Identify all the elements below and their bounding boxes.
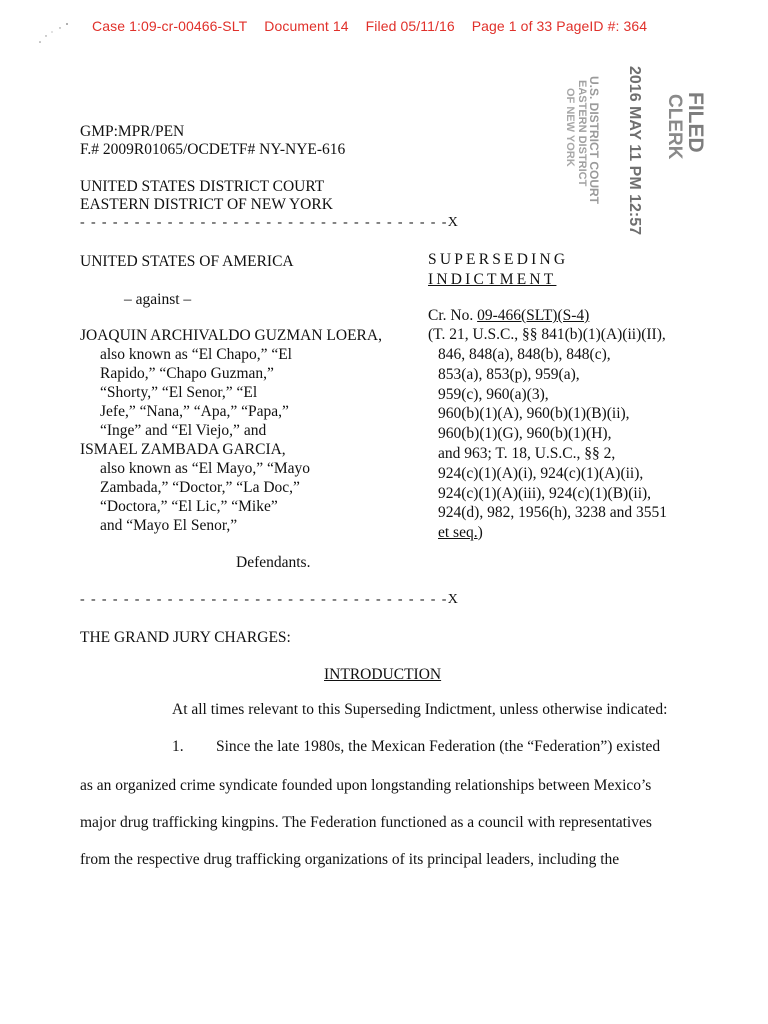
defendant-line: Jefe,” “Nana,” “Apa,” “Papa,”: [100, 403, 289, 420]
file-number: F.# 2009R01065/OCDETF# NY-NYE-616: [80, 141, 346, 158]
paragraph-line: as an organized crime syndicate founded upon longstanding relationships between Mexico’s: [80, 777, 652, 794]
statute-line: 960(b)(1)(G), 960(b)(1)(H),: [438, 425, 612, 442]
statute-line: 960(b)(1)(A), 960(b)(1)(B)(ii),: [438, 405, 630, 422]
statute-line: and 963; T. 18, U.S.C., §§ 2,: [438, 445, 616, 462]
scan-specks: [36, 20, 76, 48]
defendant-line: and “Mayo El Senor,”: [100, 517, 238, 534]
defendant-line: “Inge” and “El Viejo,” and: [100, 422, 267, 439]
plaintiff: UNITED STATES OF AMERICA: [80, 253, 294, 270]
attorney-initials: GMP:MPR/PEN: [80, 123, 185, 140]
defendant-line: “Doctora,” “El Lic,” “Mike”: [100, 498, 278, 515]
document-number: Document 14: [264, 18, 349, 34]
statute-etseq: [428, 523, 483, 543]
statute-line: 924(c)(1)(A)(iii), 924(c)(1)(B)(ii),: [438, 485, 652, 502]
stamp-filed: FILED: [684, 92, 707, 153]
defendant-line: Zambada,” “Doctor,” “La Doc,”: [100, 479, 300, 496]
statute-line: 853(a), 853(p), 959(a),: [438, 366, 580, 383]
caption-rule-bottom: - - - - - - - - - - - - - - - - - - - - - - - - - - - - - - - - - -X: [80, 592, 460, 607]
statute-line: (T. 21, U.S.C., §§ 841(b)(1)(A)(ii)(II),: [428, 326, 666, 343]
ecf-header: [92, 18, 712, 34]
intro-sentence: At all times relevant to this Superseding Indictment, unless otherwise indicated:: [172, 701, 668, 718]
title-superseding: SUPERSEDING: [428, 251, 569, 268]
court-district: EASTERN DISTRICT OF NEW YORK: [80, 196, 333, 213]
court-name: UNITED STATES DISTRICT COURT: [80, 178, 325, 195]
against-label: – against –: [124, 291, 192, 308]
criminal-number: [428, 306, 589, 326]
stamp-district: EASTERN DISTRICT: [576, 80, 588, 187]
defendant-line: “Shorty,” “El Senor,” “El: [100, 384, 258, 401]
defendant-line: JOAQUIN ARCHIVALDO GUZMAN LOERA,: [80, 327, 382, 344]
section-heading: INTRODUCTION: [324, 666, 442, 683]
etseq-text: et seq.: [438, 524, 478, 541]
defendants-label: Defendants.: [236, 554, 311, 571]
etseq-close: ): [477, 524, 483, 541]
filed-date: Filed 05/11/16: [365, 18, 455, 34]
statute-line: 959(c), 960(a)(3),: [438, 386, 549, 403]
page-id: Page 1 of 33 PageID #: 364: [471, 18, 648, 34]
paragraph-line: from the respective drug trafficking organizations of its principal leaders, including the: [80, 851, 620, 868]
filed-clerk-stamp: [555, 62, 720, 236]
statute-line: 924(d), 982, 1956(h), 3238 and 3551: [438, 504, 668, 521]
defendant-line: ISMAEL ZAMBADA GARCIA,: [80, 441, 286, 458]
stamp-date: 2016 MAY 11 PM 12:57: [626, 66, 643, 236]
caption-rule-top: - - - - - - - - - - - - - - - - - - - - - - - - - - - - - - - - - -X: [80, 215, 460, 230]
cr-number: 09-466(SLT)(S-4): [477, 307, 590, 324]
statute-line: 846, 848(a), 848(b), 848(c),: [438, 346, 611, 363]
defendant-line: also known as “El Chapo,” “El: [100, 346, 292, 363]
stamp-court: U.S. DISTRICT COURT: [587, 76, 601, 204]
defendant-line: Rapido,” “Chapo Guzman,”: [100, 365, 274, 382]
stamp-clerk: CLERK: [664, 94, 685, 160]
case-number: Case 1:09-cr-00466-SLT: [92, 18, 248, 34]
cr-prefix: Cr. No.: [428, 307, 478, 324]
stamp-state: OF NEW YORK: [564, 88, 576, 167]
defendant-line: also known as “El Mayo,” “Mayo: [100, 460, 311, 477]
paragraph-number: 1.: [172, 738, 184, 755]
paragraph-line: major drug trafficking kingpins. The Federation functioned as a council with representatives: [80, 814, 652, 831]
paragraph-first-line: Since the late 1980s, the Mexican Federation (the “Federation”) existed: [216, 738, 661, 755]
grand-jury-charges: THE GRAND JURY CHARGES:: [80, 629, 291, 646]
title-indictment: INDICTMENT: [428, 271, 557, 288]
statute-line: 924(c)(1)(A)(i), 924(c)(1)(A)(ii),: [438, 465, 644, 482]
